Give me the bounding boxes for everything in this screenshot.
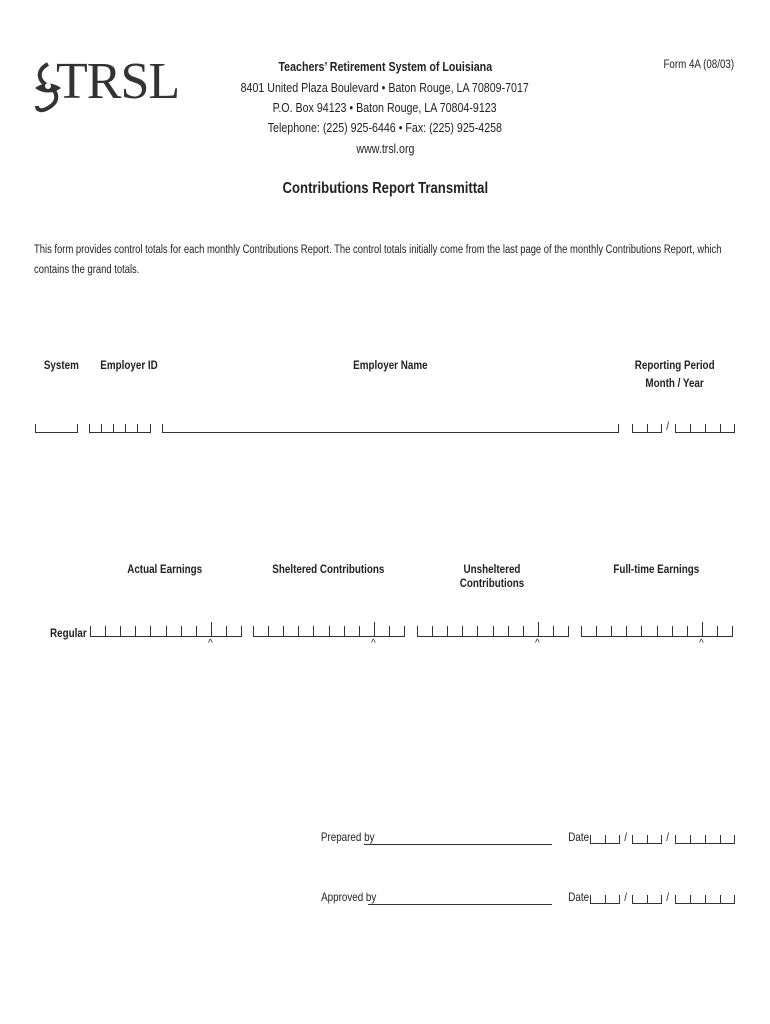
reporting-year-field[interactable] [675, 424, 735, 433]
decimal-marker: ^ [699, 638, 704, 649]
date-slash: / [624, 890, 628, 904]
approved-date-day[interactable] [632, 895, 662, 904]
org-name: Teachers’ Retirement System of Louisiana [278, 59, 492, 74]
employer-id-label: Employer ID [100, 358, 158, 372]
date-slash: / [666, 830, 670, 844]
actual-earnings-field[interactable] [90, 624, 242, 637]
regular-row-label: Regular [50, 626, 87, 640]
prepared-date-day[interactable] [632, 835, 662, 844]
prepared-by-line[interactable] [364, 843, 552, 845]
approved-by-line[interactable] [368, 903, 552, 905]
actual-earnings-label: Actual Earnings [127, 562, 203, 576]
reporting-month-field[interactable] [632, 424, 662, 433]
sheltered-contributions-field[interactable] [253, 624, 405, 637]
system-field[interactable] [35, 424, 78, 433]
approved-by-label: Approved by [321, 890, 377, 904]
form-description: This form provides control totals for each monthly Contributions Report. The control totals initially come from the last page of the monthly Contributions Report, which contains the grand totals. [34, 244, 722, 276]
full-time-earnings-label: Full-time Earnings [613, 562, 699, 576]
logo-text: TRSL [56, 53, 180, 110]
approved-date-month[interactable] [590, 895, 620, 904]
sheltered-contributions-label: Sheltered Contributions [271, 562, 385, 576]
prepared-date-label: Date [568, 830, 590, 844]
approved-date-year[interactable] [675, 895, 735, 904]
prepared-date-year[interactable] [675, 835, 735, 844]
reporting-period-label: Reporting Period [635, 358, 715, 372]
date-slash: / [666, 890, 670, 904]
date-slash: / [624, 830, 628, 844]
employer-id-field[interactable] [89, 424, 151, 433]
employer-name-field[interactable] [162, 424, 619, 433]
unsheltered-contributions-field[interactable] [417, 624, 569, 637]
month-year-label: Month / Year [645, 376, 705, 390]
decimal-marker: ^ [208, 638, 213, 649]
period-slash: / [666, 419, 670, 433]
form-number: Form 4A (08/03) [663, 59, 734, 71]
approved-date-label: Date [568, 890, 590, 904]
phone-line: Telephone: (225) 925-6446 • Fax: (225) 925-4258 [267, 120, 503, 135]
website: www.trsl.org [355, 141, 415, 156]
decimal-marker: ^ [371, 638, 376, 649]
prepared-by-label: Prepared by [320, 830, 375, 844]
full-time-earnings-field[interactable] [581, 624, 733, 637]
employer-name-label: Employer Name [352, 358, 428, 372]
decimal-marker: ^ [535, 638, 540, 649]
form-title: Contributions Report Transmittal [282, 180, 488, 197]
unsheltered-contributions-label: Unsheltered Contributions [459, 562, 525, 590]
address-line: 8401 United Plaza Boulevard • Baton Rouge, LA 70809-7017 [240, 80, 530, 95]
prepared-date-month[interactable] [590, 835, 620, 844]
system-label: System [43, 358, 79, 372]
pobox-line: P.O. Box 94123 • Baton Rouge, LA 70804-9123 [272, 100, 498, 115]
